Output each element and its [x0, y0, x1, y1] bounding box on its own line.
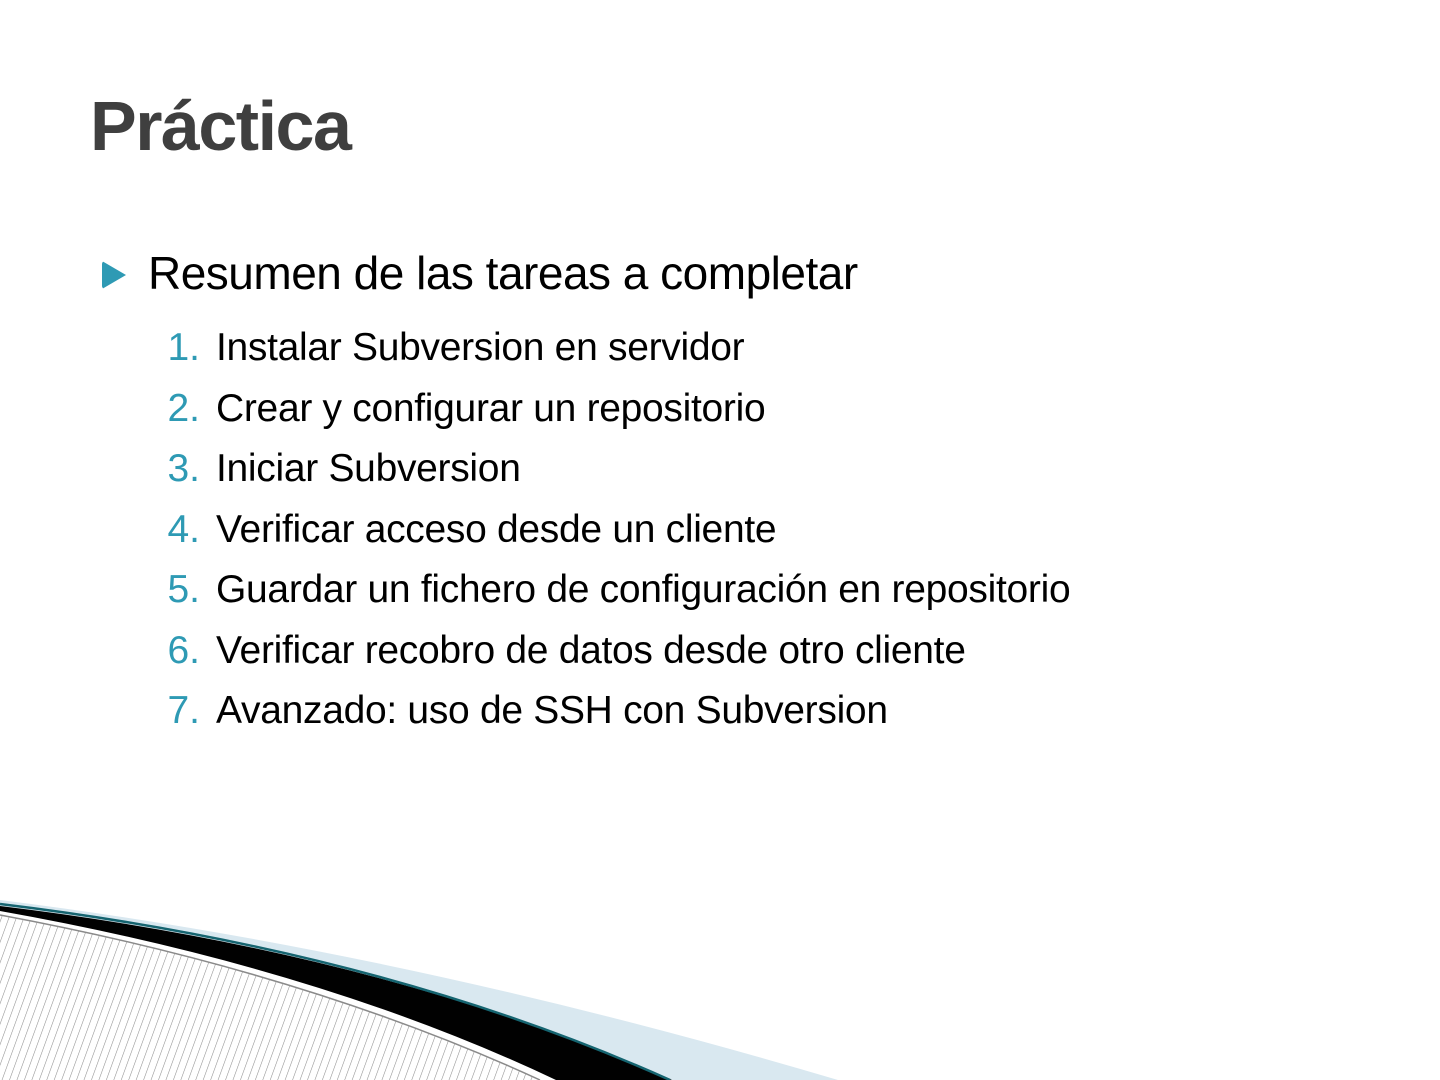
task-text: Avanzado: uso de SSH con Subversion [216, 689, 888, 733]
light-blue-wedge [0, 900, 838, 1080]
task-number: 2. [167, 386, 200, 430]
task-number: 3. [167, 447, 200, 491]
list-item [148, 318, 1070, 379]
white-gap-wedge [0, 911, 556, 1080]
pinstripe-hatch-wedge [0, 915, 540, 1080]
page-title: Práctica [90, 87, 351, 165]
task-list [148, 318, 1070, 742]
task-number: 4. [167, 507, 200, 551]
task-number: 1. [167, 326, 200, 370]
list-item [148, 681, 1070, 742]
list-item [148, 379, 1070, 440]
list-item [148, 439, 1070, 500]
task-number: 5. [167, 568, 200, 612]
task-text: Verificar acceso desde un cliente [216, 507, 777, 551]
task-number: 7. [167, 689, 200, 733]
task-text: Verificar recobro de datos desde otro cliente [216, 628, 966, 672]
task-text: Crear y configurar un repositorio [216, 386, 766, 430]
list-item [148, 500, 1070, 561]
list-item [148, 621, 1070, 682]
black-swoosh [0, 906, 672, 1080]
bullet-arrow-icon [102, 261, 126, 289]
task-text: Iniciar Subversion [216, 447, 521, 491]
list-item [148, 560, 1070, 621]
task-number: 6. [167, 628, 200, 672]
task-text: Instalar Subversion en servidor [216, 326, 745, 370]
summary-bullet-line [102, 246, 858, 300]
summary-bullet-text: Resumen de las tareas a completar [148, 247, 858, 299]
task-text: Guardar un fichero de configuración en repositorio [216, 568, 1071, 612]
hatch-edge-line [0, 915, 540, 1080]
teal-accent-line [0, 904, 670, 1080]
